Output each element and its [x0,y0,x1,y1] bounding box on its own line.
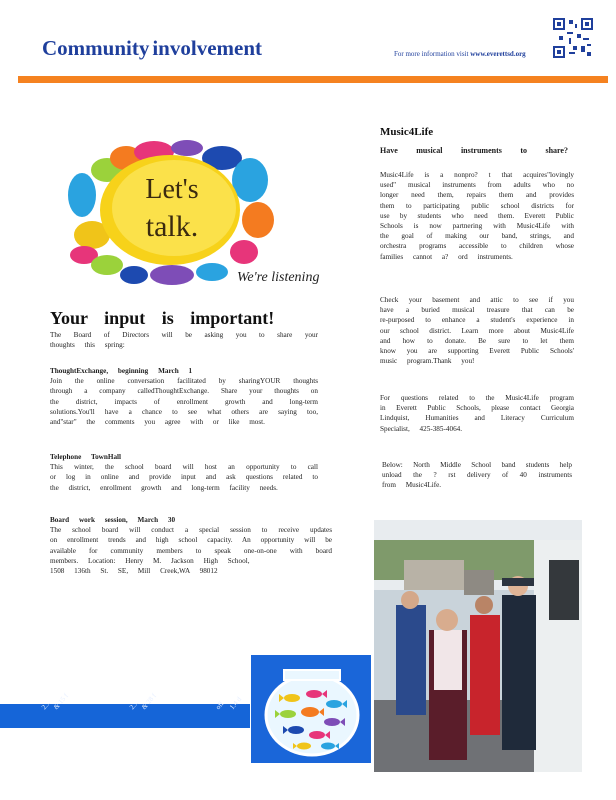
speech-bubbles-graphic [62,140,330,290]
title-word-2: involvement [152,36,262,60]
section-title: Telephone TownHall [50,453,122,461]
section-address: 1508 136th St. SE, Mill Creek,WA 98012 [50,567,218,576]
contact-line [394,50,526,58]
contact-prefix: For more information visit [394,50,469,58]
page-title [42,36,262,61]
section-title: ThoughtExchange, beginning March 1 [50,367,193,375]
section-townhall [50,452,318,493]
subtitle-word: Have [380,146,398,155]
band-text: 2... [40,699,52,712]
band-text: 1.4 d [228,695,244,712]
section-body: The school board will conduct a special session to receive updates on enrollment trends and high school capacity. An opportunity will be available for community members to speak one-on-one with board members. Location: Henry M. Jackson High School, [50,526,332,565]
band-text: off [214,699,226,712]
music4life-paragraph-3: For questions related to the Music4Life program in Everett Public Schools, please contact Georgia Lindquist, Humanities and Literacy Curriculum Specialist, 425-385-4064. [380,394,574,433]
talk-line-1: Let's [145,174,199,205]
subtitle-word: to [520,146,527,155]
contact-url[interactable]: www.everettsd.org [470,50,526,58]
section-title: Board work session, March 30 [50,516,176,524]
left-heading: Your input is important! [50,308,275,328]
band-text: & 28 f [140,691,158,712]
subtitle-word: instruments [460,146,502,155]
band-students-photo [374,520,582,772]
section-thoughtexchange [50,366,318,427]
band-text: & 15 f [52,691,70,712]
orange-divider [18,76,608,83]
subtitle-word: share? [545,146,568,155]
tagline: We're listening [237,270,320,285]
band-text: 2... [128,699,140,712]
intro-text: The Board of Directors will be asking you to share your thoughts this spring: [50,331,318,350]
music4life-paragraph-1: Music4Life is a nonpro? t that acquires"lovingly used" musical instruments from adults who no longer need them, repairs them and provides them to participating public school districts for use by students who need them. Everett Public Schools is now partnering with Music4Life with the goal of making our band, strings, and orchestra programs accessible to children whose families cannot a? ord instruments. [380,171,574,261]
title-word-1: Community [42,36,150,60]
music4life-subtitle [380,146,568,155]
music4life-paragraph-2: Check your basement and attic to see if you have a buried musical treasure that can be re-purposed to enhance a student's experience in our school district. Learn more about Music4Life and how to donate. Be sure to let them know you are supporting Everett Public Schools' music program.Thank you! [380,296,574,366]
section-board-session [50,515,332,576]
photo-caption: Below: North Middle School band students help unload the ? rst delivery of 40 instruments from Music4Life. [382,461,572,490]
qr-code-icon [553,18,593,58]
fishbowl-icon [262,660,362,760]
music4life-title: Music4Life [380,126,434,138]
section-body: This winter, the school board will host an opportunity to call or log in online and provide input and ask questions related to the district, enrollment growth and long-term facility needs. [50,463,318,492]
talk-line-2: talk. [145,210,199,243]
section-body: Join the online conversation facilitated by sharingYOUR thoughts through a company calledThoughtExchange. Share your thoughts on the district, impacts of enrollment growth and long-term solutions.You'll have a chance to see what others are saying too, and"star" the comments you agree with or like most. [50,377,318,427]
subtitle-word: musical [416,146,443,155]
blue-band [0,704,250,728]
